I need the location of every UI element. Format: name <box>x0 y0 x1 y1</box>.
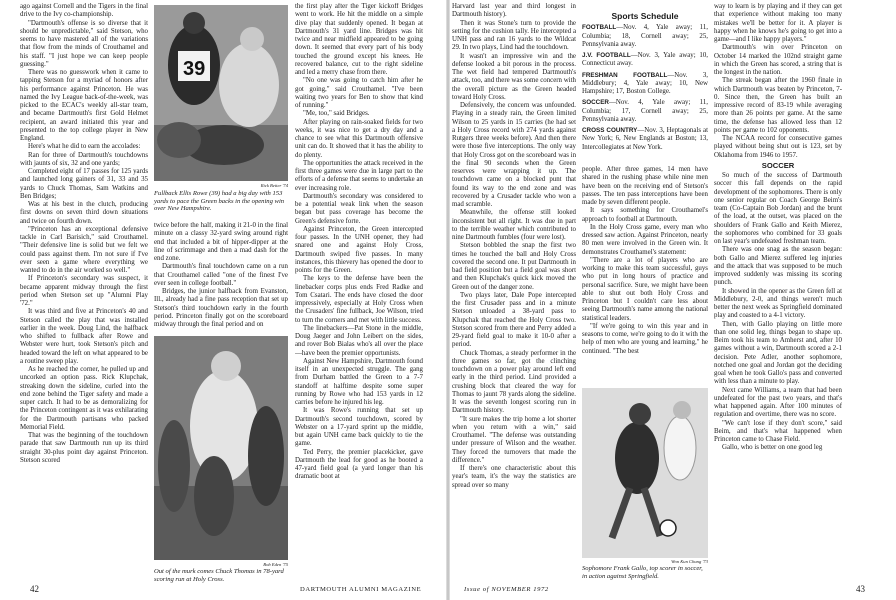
paragraph: There was one snag as the season began: both Gallo and Mierez suffered leg injuries and the attack that was supposed to be much improved suddenly was missing its scoring punch. <box>714 246 842 287</box>
paragraph: It was Rowe's running that set up Dartmouth's second touchdown, scored by Webster on a 17-yard sprint up the middle, but again UNH came back quickly to tie the game. <box>295 407 423 448</box>
paragraph: The NCAA record for consecutive games played without being shut out is 123, set by Oklahoma from 1946 to 1957. <box>714 135 842 159</box>
schedule-item <box>582 127 708 152</box>
soccer-heading: SOCCER <box>761 160 795 170</box>
right-page <box>448 0 896 600</box>
paragraph: So much of the success of Dartmouth soccer this fall depends on the rapid development of the sophomores. There is only one senior regular on Coach George Beim's team (Co-Captain Bob Jordan) and the brunt of the load, at the outset, was placed on the shoulders of Frank Gallo and Keith Mierez, the sophomores who combined for 33 goals on last year's undefeated freshman team. <box>714 172 842 245</box>
paragraph: It was third and five at Princeton's 40 and Stetson called the play that was installed earlier in the week. Doug Lind, the halfback who shifted to fullback after Rowe and Webster were hurt, took Stetson's pitch and headed toward the left on what appeared to be a routine sweep play. <box>20 308 148 365</box>
paragraph: It says something for Crouthamel's approach to football at Dartmouth. <box>582 207 708 223</box>
paragraph: If there's one characteristic about this year's team, it's the way the statistics are spread over so many <box>452 465 576 489</box>
paragraph: After playing on rain-soaked fields for two weeks, it was nice to get a dry day and a chance to see what this Dartmouth offensive unit can do. It showed that it has the ability to do plenty. <box>295 118 423 159</box>
paragraph: There was no guesswork when it came to tapping Stetson for a myriad of honors after his performance against Princeton. He was named the Ivy League back-of-the-week, was picked to the ECAC's weekly all-star team, and became Dartmouth's first Gold Helmet recipient, an award initiated this year and presented to the top college player in New England. <box>20 69 148 142</box>
photo-caption: Out of the murk comes Chuck Thomas in 78-yard scoring run at Holy Cross. <box>154 568 284 583</box>
photo-ellis-rowe <box>154 5 288 181</box>
photo-credit: Rick Better '74 <box>260 183 288 188</box>
paragraph: Ran for three of Dartmouth's touchdowns with jaunts of six, 32 and one yards; <box>20 151 148 167</box>
paragraph: The opportunities the attack received in the first three games were due in large part to the efforts of a defense that seems to undertake an ever increasing role. <box>295 159 423 192</box>
schedule-label: SOCCER <box>582 99 609 107</box>
paragraph: Dartmouth's final touchdown came on a run that Crouthamel called "one of the finest I've ever seen in college football." <box>154 263 288 287</box>
left-column-3 <box>295 3 423 583</box>
paragraph: Bridges, the junior halfback from Evanston, Ill., already had a fine pass reception that set up Stetson's third touchdown early in the fourth period. Princeton finally got on the scoreboard midway through the final period and on <box>154 288 288 328</box>
paragraph: way to learn is by playing and if they can get that experience without making too many mistakes we'll be better for it. A player is happy when he knows he's going to get into a game—and I like happy players." <box>714 3 842 43</box>
schedule-item <box>582 99 708 124</box>
left-column-1 <box>20 3 148 568</box>
photo-credit: Bob Eden '75 <box>263 562 288 567</box>
schedule-label: FRESHMAN FOOTBALL <box>582 71 668 79</box>
schedule-text: —Nov. 4, Yale away; 11, Columbia; 18, Cornell away; 25, Pennsylvania away. <box>582 24 708 48</box>
paragraph: Dartmouth's win over Princeton on October 14 marked the 102nd straight game in which the Green has scored, a string that is the longest in the nation. <box>714 44 842 76</box>
football-mud-image <box>154 336 288 560</box>
paragraph: Completed eight of 17 passes for 125 yards and launched long gainers of 31, 33 and 35 yards to Chuck Thomas, Sam Watkins and Ben Bridges; <box>20 168 148 200</box>
right-column-3 <box>714 3 842 583</box>
schedule-label: CROSS COUNTRY <box>582 127 638 134</box>
photo-chuck-thomas <box>154 336 288 560</box>
paragraph: "It sure makes the trip home a lot shorter when you return with a win," said Crouthamel. "The defense was outstanding under pressure of Wilson and the weather. They forced the turnovers that made the difference." <box>452 415 576 464</box>
paragraph: In the Holy Cross game, every man who dressed saw action. Against Princeton, nearly 80 men were involved in the Green win. It demonstrates Crouthamel's statement: <box>582 223 708 256</box>
paragraph: Defensively, the concern was unfounded. Playing in a steady rain, the Green limited Wilson to 25 yards in 15 carries (he had set a Holy Cross record with 274 yards against Rutgers three weeks before). And then there were those five interceptions. The only way that Holy Cross got on the scoreboard was in the final 90 seconds when the Green reserves were wrapping it up. The touchdown came on a blocked punt that found its way to the end zone and was recovered by a Crusader tackle who won a mad scramble. <box>452 102 576 208</box>
paragraph: Against New Hampshire, Dartmouth found itself in an unexpected struggle. The gang from Durham battled the Green to a 7-7 standoff at halftime despite some super running by Rowe who had 153 yards in 12 carries before he injured his leg. <box>295 357 423 406</box>
soccer-action-image <box>582 388 708 558</box>
paragraph: "No one was going to catch him after he got going," said Crouthamel. "I've been waiting two years for Ben to show that kind of running." <box>295 77 423 109</box>
photo-caption: Fullback Ellis Rowe (39) had a big day with 153 yards to pace the Green backs in the opening win over New Hampshire. <box>154 190 285 213</box>
page-number: 42 <box>30 584 39 594</box>
schedule-item <box>582 52 708 69</box>
jersey-number: 39 <box>183 58 206 80</box>
paragraph: Chuck Thomas, a steady performer in the three games so far, got the clinching touchdown on a power play around left end early in the third period. Lind provided a crushing block that cleared the way for Thomas to jaunt 78 yards along the sideline. It was the seventh longest scoring run in Dartmouth history. <box>452 349 576 415</box>
paragraph: "There are a lot of players who are working to make this team successful, guys who put in long hours of practice and personal sacrifice. Sure, we might have been able to shut out both Holy Cross and Princeton but I couldn't care less about seeing Dartmouth's name among the national statistical leaders. <box>582 256 708 322</box>
sports-schedule <box>582 12 708 162</box>
paragraph: "Me, too," said Bridges. <box>303 110 370 118</box>
photo-frank-gallo <box>582 388 708 558</box>
football-action-image <box>154 5 288 181</box>
paragraph: "Dartmouth's offense is so diverse that it should be unpredictable," said Stetson, who seems to have mastered all of the variations that flow from the minds of Crouthamel and his staff. "I just hope we can keep people guessing." <box>20 19 148 68</box>
paragraph: That was the beginning of the touchdown parade that saw Dartmouth run up its third straight 30-plus point day against Princeton. Stetson scored <box>20 432 148 464</box>
schedule-label: FOOTBALL <box>582 24 617 32</box>
paragraph: twice before the half, making it 21-0 in the final minute on a classy 32-yard swing around right end that included a bit of hipper-dipper at the line of scrimmage and then a mad dash for the end zone. <box>154 222 288 262</box>
paragraph: the first play after the Tiger kickoff Bridges went to work. He hit the middle on a simple dive play that suddenly opened. It began at Dartmouth's 31 yard line. Bridges was hit twice and near midfield appeared to be going down. It seemed that every part of his body touched the ground except his knees. He recovered balance, cut to the right sideline and led a merry chase from there. <box>295 3 423 76</box>
paragraph: Next came Williams, a team that had been undefeated for the past two years, and that's what happened again. After 100 minutes of regulation and overtime, there was no score. <box>714 386 842 419</box>
paragraph: Meanwhile, the offense still looked inconsistent but all right. It was due in part to the terrible weather which contributed to nine Dartmouth fumbles (four were lost). <box>452 209 576 241</box>
left-column-2-middle <box>154 222 288 332</box>
paragraph: It showed in the opener as the Green fell at Middlebury, 2-0, and things weren't much better the next week as Springfield dominated play and coasted to a 4-1 victory. <box>714 287 842 320</box>
issue-line: Issue of NOVEMBER 1972 <box>464 586 549 593</box>
paragraph: Dartmouth's secondary was considered to be a potential weak link when the season began but pass coverage has become the Green's defensive forte. <box>295 192 423 225</box>
right-column-1 <box>452 3 576 583</box>
schedule-item <box>582 72 708 97</box>
paragraph: If Princeton's secondary was suspect, it became apparent midway through the first period when Stetson set up "Alumni Play '72." <box>20 275 148 307</box>
paragraph: Harvard last year and third longest in Dartmouth history). <box>452 3 576 19</box>
schedule-text: —Nov. 3, Heptagonals at New York; 6, New Englands at Boston; 13, Intercollegiates at New York. <box>582 127 708 151</box>
schedule-text: —Nov. 4, Yale away; 11, Columbia; 17, Cornell away; 25, Pennsylvania away. <box>582 99 708 123</box>
paragraph: "We can't lose if they don't score," said Beim, and that's what happened when Princeton came to Chase Field. <box>714 419 842 443</box>
photo-credit: Won Kun Chung '73 <box>671 559 708 564</box>
right-column-2 <box>582 166 708 386</box>
schedule-text: —Nov. 3, Yale away; 10, Connecticut away. <box>582 52 708 68</box>
paragraph: The streak began after the 1960 finale in which Dartmouth was beaten by Princeton, 7-0. Since then, the Green has built an impressive record of 83-19 while averaging more than 26 points per game. At the same time, the defense has allowed less than 12 points per game to 102 opponents. <box>714 77 842 134</box>
paragraph: Against Princeton, the Green intercepted four passes. In the UNH opener, they had snared one and against Holy Cross, Dartmouth swiped five passes. In many instances, this thievery has opened the door to points for the Green. <box>295 225 423 274</box>
paragraph: It wasn't an impressive win and the defense looked a bit porous in the process. The wet field had tempered Dartmouth's attack, too, and there was some concern with the overall picture as the Green headed toward Holy Cross. <box>452 52 576 101</box>
running-head: DARTMOUTH ALUMNI MAGAZINE <box>300 586 422 593</box>
paragraph: Gallo, who is better on one good leg <box>722 444 823 452</box>
paragraph: The keys to the defense have been the linebacker corps plus ends Fred Radke and Tom Csatari. The ends have closed the door impressively, especially at Holy Cross when the Crusaders' fine fullback, Joe Wilson, tried to turn the corners and met with little success. <box>295 275 423 324</box>
paragraph: Ted Perry, the premier placekicker, gave Dartmouth the lead for good as he booted a 47-yard field goal (a yard longer than his dramatic boot at <box>295 448 423 481</box>
page-number: 43 <box>856 584 865 594</box>
photo-caption: Sophomore Frank Gallo, top scorer in soccer, in action against Springfield. <box>582 565 703 580</box>
paragraph: ago against Cornell and the Tigers in the final drive to the Ivy co-championship. <box>20 3 148 19</box>
paragraph: Then, with Gallo playing on little more than one solid leg, things began to shape up. Beim took his team to Amherst and, after 10 games without a win, Dartmouth scored a 2-1 decision. Pete Adler, another sophomore, notched one goal and Jordan got the deciding goal when he took Gallo's pass and converted with less than a minute to play. <box>714 320 842 386</box>
paragraph: "Princeton has an exceptional defensive tackle in Carl Barisich," said Crouthamel. "Their defensive line is solid but we felt we could pass against them. I'm not sure if I've ever seen a game where everything we wanted to do in the air worked so well." <box>20 225 148 274</box>
schedule-item <box>582 24 708 49</box>
paragraph: "If we're going to win this year and in seasons to come, we're going to do it with the help of men who are young and learning," he continued. "The best <box>582 322 708 355</box>
schedule-text: —Nov. 3, Middlebury; 4, Yale away; 10, New Hampshire; 17, Boston College. <box>582 71 708 95</box>
schedule-label: J.V. FOOTBALL <box>582 52 631 59</box>
paragraph: The linebackers—Pat Stone in the middle, Doug Jaeger and John Leibert on the sides, and rover Bob Bialas who's all over the place—have been the premier opportunists. <box>295 324 423 357</box>
paragraph: Was at his best in the clutch, producing first downs on seven third down situations and twice on fourth down. <box>20 201 148 225</box>
schedule-title: Sports Schedule <box>611 12 679 21</box>
paragraph: As he reached the corner, he pulled up and uncorked an option pass. Rick Klupchak, streaking down the sideline, curled into the end zone behind the Tiger safety and made a super catch. It had to be as demoralizing for the Princeton contingent as it was exhilarating for the Dartmouth partisans who packed Memorial Field. <box>20 366 148 431</box>
paragraph: Two plays later, Dale Pope intercepted the first Crusader pass and in a minute Stetson unloaded a 38-yard pass to Klupchak that reached the Holy Cross two. Stetson scored from there and Perry added a 29-yard field goal to make it 10-0 after a period. <box>452 291 576 349</box>
paragraph: Here's what he did to earn the accolades: <box>28 143 141 151</box>
paragraph: Then it was Stone's turn to provide the setting for the cushion tally. He intercepted a UNH pass and ran 16 yards to the Wildcat 29. In two plays, Lind had the touchdown. <box>452 19 576 52</box>
paragraph: people. After three games, 14 men have shared in the rushing phase while nine men have been on the receiving end of Stetson's passes. The ten pass interceptions have been made by seven different people. <box>582 166 708 206</box>
paragraph: Stetson bobbled the snap the first two times he touched the ball and Holy Cross covered the second one. It put Dartmouth in bad field position but a field goal was short and then Klupchak's quick kick moved the Green out of the danger zone. <box>452 242 576 291</box>
